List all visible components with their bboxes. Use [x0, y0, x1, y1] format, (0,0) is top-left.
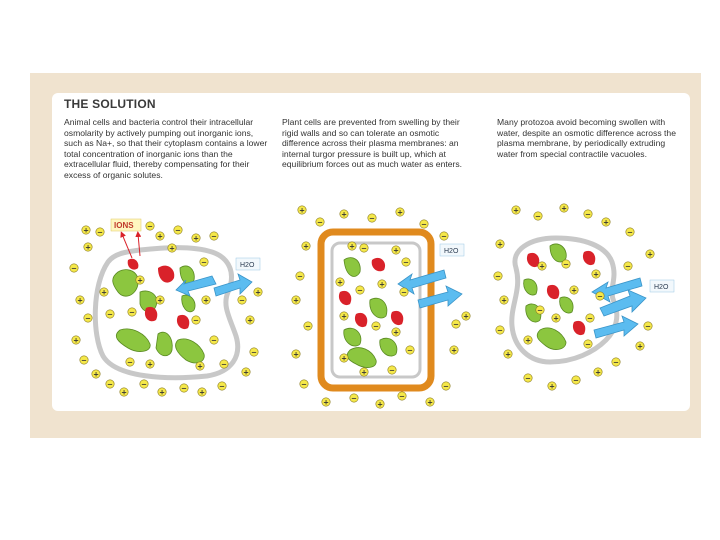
- minus-sign: −: [297, 272, 303, 281]
- plus-sign: +: [83, 226, 89, 235]
- plus-sign: +: [337, 278, 343, 287]
- minus-sign: −: [585, 210, 591, 219]
- plus-sign: +: [379, 280, 385, 289]
- minus-sign: −: [141, 380, 147, 389]
- plus-sign: +: [525, 336, 531, 345]
- minus-sign: −: [369, 214, 375, 223]
- minus-sign: −: [251, 348, 257, 357]
- minus-sign: −: [399, 392, 405, 401]
- svg-text:H2O: H2O: [240, 262, 255, 269]
- minus-sign: −: [127, 358, 133, 367]
- plus-sign: +: [341, 354, 347, 363]
- svg-text:H2O: H2O: [654, 284, 669, 291]
- plant-water-label: [440, 244, 464, 256]
- minus-sign: −: [221, 360, 227, 369]
- plus-sign: +: [603, 218, 609, 227]
- plus-sign: +: [497, 240, 503, 249]
- minus-sign: −: [357, 286, 363, 295]
- minus-sign: −: [537, 306, 543, 315]
- minus-sign: −: [563, 260, 569, 269]
- plus-sign: +: [451, 346, 457, 355]
- minus-sign: −: [597, 292, 603, 301]
- panel-3-description: Many protozoa avoid becoming swollen with water, despite an osmotic difference across the plasma membrane, by periodically extruding water from special contractile vacuoles.: [497, 117, 676, 159]
- plus-sign: +: [157, 296, 163, 305]
- minus-sign: −: [107, 380, 113, 389]
- minus-sign: −: [71, 264, 77, 273]
- plus-sign: +: [157, 232, 163, 241]
- plus-sign: +: [197, 362, 203, 371]
- minus-sign: −: [351, 394, 357, 403]
- plus-sign: +: [637, 342, 643, 351]
- plus-sign: +: [73, 336, 79, 345]
- minus-sign: −: [193, 316, 199, 325]
- plus-sign: +: [393, 328, 399, 337]
- plus-sign: +: [293, 350, 299, 359]
- plus-sign: +: [539, 262, 545, 271]
- minus-sign: −: [587, 314, 593, 323]
- panel-2-description: Plant cells are prevented from swelling by their rigid walls and so can tolerate an osmotic difference across their plasma membranes: an internal turgor pressure is built up, which at equilibrium forces out as much water as enters.: [282, 117, 463, 170]
- minus-sign: −: [389, 366, 395, 375]
- minus-sign: −: [219, 382, 225, 391]
- animal-organic-molecules: [113, 266, 205, 363]
- plus-sign: +: [505, 350, 511, 359]
- minus-sign: −: [525, 374, 531, 383]
- plus-sign: +: [463, 312, 469, 321]
- plus-sign: +: [427, 398, 433, 407]
- minus-sign: −: [85, 314, 91, 323]
- minus-sign: −: [129, 308, 135, 317]
- minus-sign: −: [107, 310, 113, 319]
- minus-sign: −: [625, 262, 631, 271]
- plus-sign: +: [101, 288, 107, 297]
- minus-sign: −: [305, 322, 311, 331]
- minus-sign: −: [301, 380, 307, 389]
- protozoan-water-arrows: [592, 278, 646, 338]
- plus-sign: +: [397, 208, 403, 217]
- plus-sign: +: [501, 296, 507, 305]
- plus-sign: +: [303, 242, 309, 251]
- plus-sign: +: [299, 206, 305, 215]
- minus-sign: −: [175, 226, 181, 235]
- water-arrow-out: [418, 286, 462, 308]
- plus-sign: +: [121, 388, 127, 397]
- minus-sign: −: [181, 384, 187, 393]
- protozoan-water-label: [650, 280, 674, 292]
- plus-sign: +: [361, 368, 367, 377]
- plus-sign: +: [595, 368, 601, 377]
- minus-sign: −: [373, 322, 379, 331]
- plus-sign: +: [85, 243, 91, 252]
- minus-sign: −: [627, 228, 633, 237]
- minus-sign: −: [211, 336, 217, 345]
- protozoan-red-molecules: [527, 251, 595, 335]
- section-title: THE SOLUTION: [64, 97, 156, 111]
- plus-sign: +: [571, 286, 577, 295]
- ions-label: [111, 219, 141, 231]
- plus-sign: +: [147, 360, 153, 369]
- minus-sign: −: [211, 232, 217, 241]
- minus-sign: −: [361, 244, 367, 253]
- plus-sign: +: [243, 368, 249, 377]
- plus-sign: +: [513, 206, 519, 215]
- plus-sign: +: [77, 296, 83, 305]
- minus-sign: −: [495, 272, 501, 281]
- svg-text:H2O: H2O: [444, 248, 459, 255]
- plus-sign: +: [169, 244, 175, 253]
- minus-sign: −: [453, 320, 459, 329]
- minus-sign: −: [535, 212, 541, 221]
- plus-sign: +: [199, 388, 205, 397]
- plus-sign: +: [593, 270, 599, 279]
- plus-sign: +: [561, 204, 567, 213]
- plus-sign: +: [549, 382, 555, 391]
- svg-text:IONS: IONS: [114, 221, 134, 230]
- plus-sign: +: [377, 400, 383, 409]
- minus-sign: −: [613, 358, 619, 367]
- minus-sign: −: [81, 356, 87, 365]
- plus-sign: +: [93, 370, 99, 379]
- plant-organic-molecules: [344, 258, 397, 368]
- plus-sign: +: [247, 316, 253, 325]
- minus-sign: −: [97, 228, 103, 237]
- minus-sign: −: [407, 346, 413, 355]
- plus-sign: +: [553, 314, 559, 323]
- plus-sign: +: [341, 210, 347, 219]
- plus-sign: +: [323, 398, 329, 407]
- plus-sign: +: [341, 312, 347, 321]
- plus-sign: +: [647, 250, 653, 259]
- minus-sign: −: [585, 340, 591, 349]
- plus-sign: +: [393, 246, 399, 255]
- minus-sign: −: [201, 258, 207, 267]
- plus-sign: +: [255, 288, 261, 297]
- minus-sign: −: [421, 220, 427, 229]
- plus-sign: +: [349, 242, 355, 251]
- minus-sign: −: [497, 326, 503, 335]
- minus-sign: −: [147, 222, 153, 231]
- animal-water-label: [236, 258, 260, 270]
- plus-sign: +: [193, 234, 199, 243]
- minus-sign: −: [443, 382, 449, 391]
- minus-sign: −: [317, 218, 323, 227]
- plus-sign: +: [137, 276, 143, 285]
- minus-sign: −: [403, 258, 409, 267]
- panel-1-description: Animal cells and bacteria control their intracellular osmolarity by actively pumping out inorganic ions, such as Na+, so that their cytoplasm contains a lower total concentration of inorganic ions than the extracellular fluid, thereby compensating for their excess of organic solutes.: [64, 117, 268, 180]
- plus-sign: +: [159, 388, 165, 397]
- plus-sign: +: [293, 296, 299, 305]
- minus-sign: −: [441, 232, 447, 241]
- minus-sign: −: [645, 322, 651, 331]
- minus-sign: −: [573, 376, 579, 385]
- minus-sign: −: [239, 296, 245, 305]
- minus-sign: −: [401, 288, 407, 297]
- plus-sign: +: [203, 296, 209, 305]
